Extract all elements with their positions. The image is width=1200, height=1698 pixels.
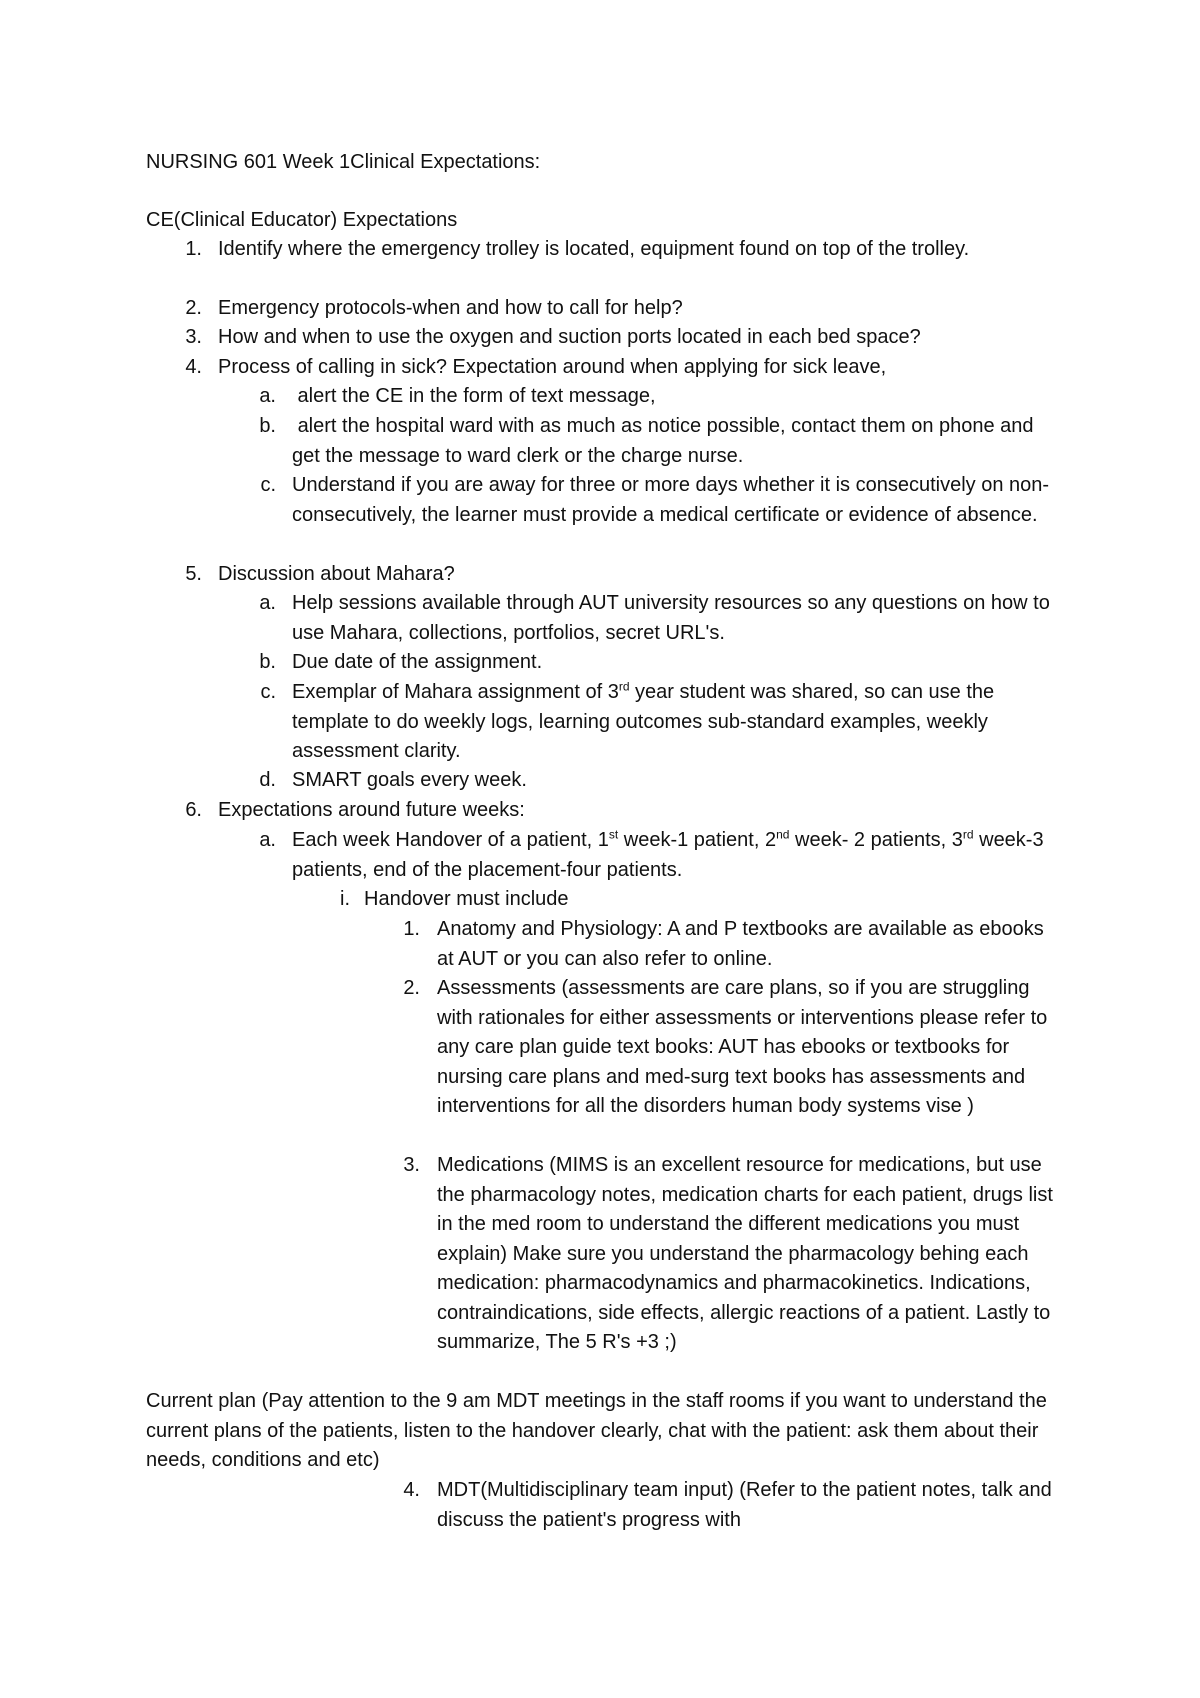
list-item: Process of calling in sick? Expectation around when applying for sick leave,: [218, 356, 887, 378]
list-marker: 1.: [185, 238, 202, 260]
list-marker: 2.: [185, 297, 202, 319]
section-heading: CE(Clinical Educator) Expectations: [146, 209, 458, 231]
list-item: Expectations around future weeks:: [218, 799, 525, 821]
sub-list-item: alert the CE in the form of text message,: [292, 385, 656, 407]
nested-list-item: MDT(Multidisciplinary team input) (Refer to the patient notes, talk and discuss the patient's progress with: [437, 1479, 1052, 1531]
list-marker: c.: [260, 474, 276, 496]
list-item: Identify where the emergency trolley is located, equipment found on top of the trolley.: [218, 238, 970, 260]
nested-list-item: Medications (MIMS is an excellent resource for medications, but use the pharmacology notes, medication charts for each patient, drugs list in the med room to understand the different medications you must explain) Make sure you understand the pharmacology behing each medication: pharmacodynamics and pharmacokinetics. Indications, contraindications, side effects, allergic reactions of a patient. Lastly to summarize, The 5 R's +3 ;): [437, 1154, 1053, 1353]
nested-list-item: Assessments (assessments are care plans, so if you are struggling with rationales for either assessments or interventions please refer to any care plan guide text books: AUT has ebooks or textbooks for nursing care plans and med-surg text books has assessments and interventions for all the disorders human body systems vise ): [437, 977, 1048, 1117]
list-marker: 1.: [403, 918, 420, 940]
list-marker: c.: [260, 681, 276, 703]
sub-list-item: SMART goals every week.: [292, 769, 527, 791]
list-marker: 4.: [185, 356, 202, 378]
sub-sub-list-item: Handover must include: [364, 888, 569, 910]
list-marker: 2.: [403, 977, 420, 999]
list-marker: 5.: [185, 563, 202, 585]
nested-list-item: Anatomy and Physiology: A and P textbooks are available as ebooks at AUT or you can also refer to online.: [437, 918, 1044, 970]
sub-list-item: Help sessions available through AUT university resources so any questions on how to use Mahara, collections, portfolios, secret URL's.: [292, 592, 1050, 644]
sub-list-item: Each week Handover of a patient, 1st week-1 patient, 2nd week- 2 patients, 3rd week-3 patients, end of the placement-four patients.: [292, 827, 1044, 881]
list-marker: 3.: [403, 1154, 420, 1176]
list-marker: b.: [259, 415, 276, 437]
list-marker: 3.: [185, 326, 202, 348]
list-marker: 6.: [185, 799, 202, 821]
list-marker: a.: [259, 385, 276, 407]
list-marker: 4.: [403, 1479, 420, 1501]
list-item: How and when to use the oxygen and suction ports located in each bed space?: [218, 326, 921, 348]
list-item: Discussion about Mahara?: [218, 563, 455, 585]
sub-list-item: alert the hospital ward with as much as notice possible, contact them on phone and get the message to ward clerk or the charge nurse.: [292, 415, 1040, 467]
sub-list-item: Due date of the assignment.: [292, 651, 543, 673]
sub-list-item: Exemplar of Mahara assignment of 3rd year student was shared, so can use the template to do weekly logs, learning outcomes sub-standard examples, weekly assessment clarity.: [292, 679, 995, 762]
list-item: Emergency protocols-when and how to call for help?: [218, 297, 683, 319]
list-marker: a.: [259, 592, 276, 614]
document-title: NURSING 601 Week 1Clinical Expectations:: [146, 151, 541, 173]
list-marker: a.: [259, 829, 276, 851]
list-marker: b.: [259, 651, 276, 673]
sub-list-item: Understand if you are away for three or more days whether it is consecutively on non-consecutively, the learner must provide a medical certificate or evidence of absence.: [292, 474, 1050, 526]
list-marker: d.: [259, 769, 276, 791]
list-marker: i.: [340, 888, 350, 910]
current-plan-paragraph: Current plan (Pay attention to the 9 am MDT meetings in the staff rooms if you want to understand the current plans of the patients, listen to the handover clearly, chat with the patient: ask them about their needs, conditions and etc): [146, 1390, 1047, 1471]
